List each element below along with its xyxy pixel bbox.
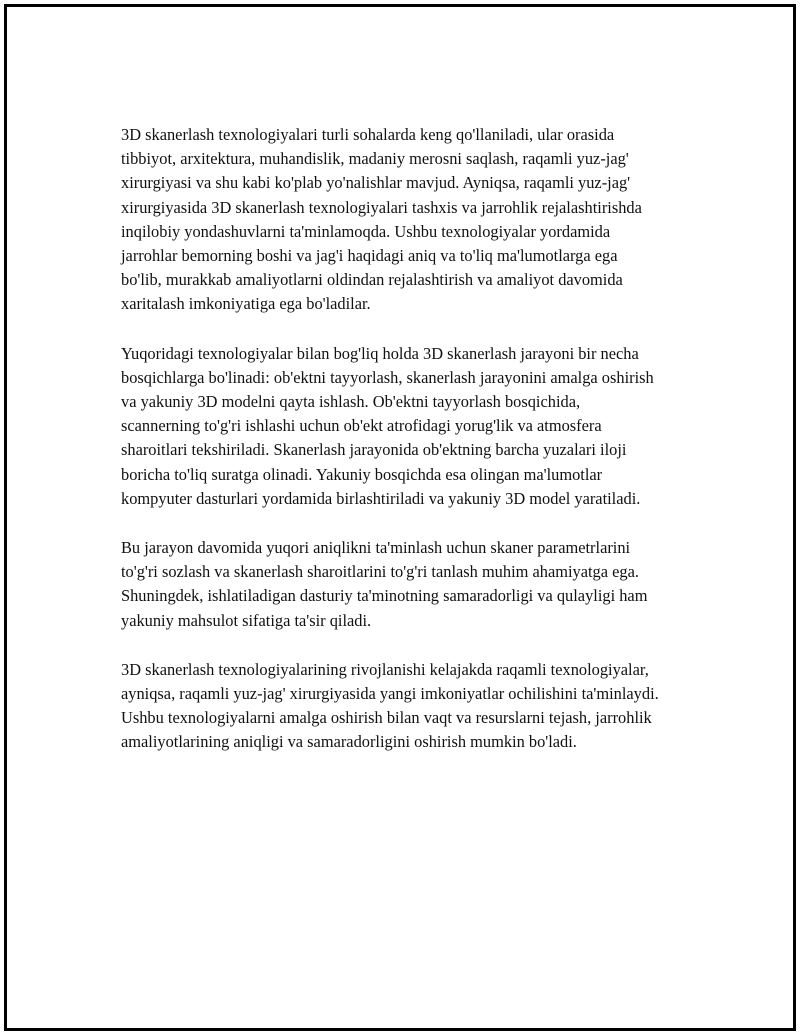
- paragraph-4: 3D skanerlash texnologiyalarining rivojlanishi kelajakda raqamli texnologiyalar, ayniqsa, raqamli yuz-jag' xirurgiyasida yangi imkoniyatlar ochilishini ta'minlaydi. Ushbu texnologiyalarni amalga oshirish bilan vaqt va resurslarni tejash, jarrohlik amaliyotlarining aniqligi va samaradorligini oshirish mumkin bo'ladi.: [121, 659, 659, 752]
- page-frame: [4, 4, 796, 1031]
- document-body: [121, 123, 661, 780]
- paragraph-3: Bu jarayon davomida yuqori aniqlikni ta'minlash uchun skaner parametrlarini to'g'ri sozlash va skanerlash sharoitlarini to'g'ri tanlash muhim ahamiyatga ega. Shuningdek, ishlatiladigan dasturiy ta'minotning samaradorligi va qulayligi ham yakuniy mahsulot sifatiga ta'sir qiladi.: [121, 538, 648, 630]
- paragraph-1: 3D skanerlash texnologiyalari turli sohalarda keng qo'llaniladi, ular orasida tibbiyot, arxitektura, muhandislik, madaniy merosni saqlash, raqamli yuz-jag' xirurgiyasi va shu kabi ko'plab yo'nalishlar mavjud. Ayniqsa, raqamli yuz-jag' xirurgiyasida 3D skanerlash texnologiyalari tashxis va jarrohlik rejalashtirishda inqilobiy yondashuvlarni ta'minlamoqda. Ushbu texnologiyalar yordamida jarrohlar bemorning boshi va jag'i haqidagi aniq va to'liq ma'lumotlarga ega bo'lib, murakkab amaliyotlarni oldindan rejalashtirish va amaliyot davomida xaritalash imkoniyatiga ega bo'ladilar.: [121, 125, 642, 314]
- paragraph-2: Yuqoridagi texnologiyalar bilan bog'liq holda 3D skanerlash jarayoni bir necha bosqichlarga bo'linadi: ob'ektni tayyorlash, skanerlash jarayonini amalga oshirish va yakuniy 3D modelni qayta ishlash. Ob'ektni tayyorlash bosqichida, scannerning to'g'ri ishlashi uchun ob'ekt atrofidagi yorug'lik va atmosfera sharoitlari tekshiriladi. Skanerlash jarayonida ob'ektning barcha yuzalari iloji boricha to'liq suratga olinadi. Yakuniy bosqichda esa olingan ma'lumotlar kompyuter dasturlari yordamida birlashtiriladi va yakuniy 3D model yaratiladi.: [121, 343, 654, 508]
